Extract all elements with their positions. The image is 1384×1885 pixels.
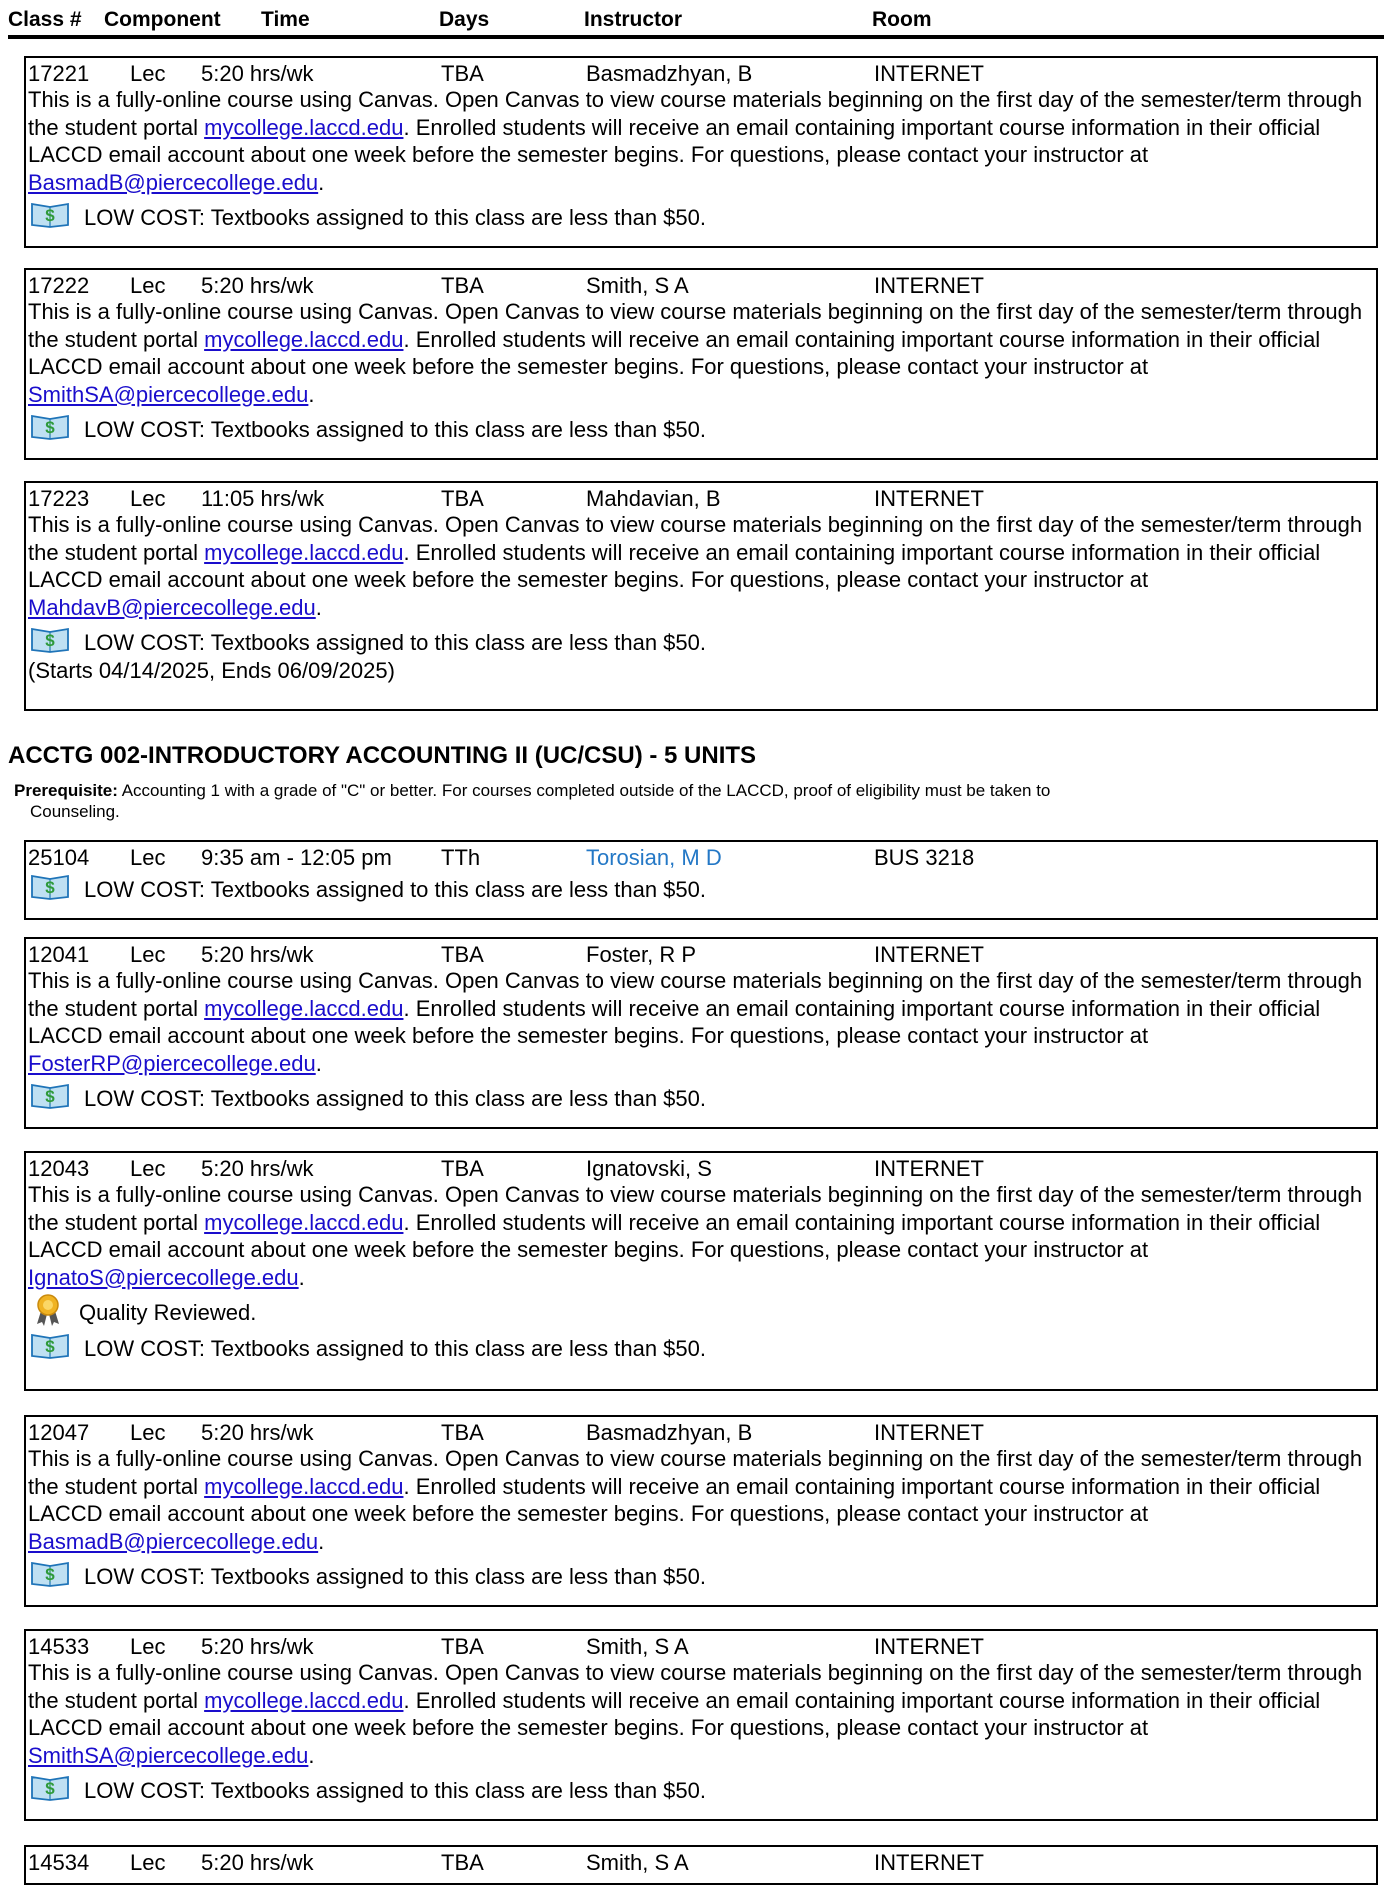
room: BUS 3218 [874, 845, 975, 870]
prerequisite-text: Accounting 1 with a grade of "C" or better. For courses completed outside of the LACCD, proof of eligibility must be taken to [117, 781, 1051, 800]
svg-text:$: $ [45, 1087, 55, 1106]
time: 5:20 hrs/wk [201, 1850, 314, 1875]
component: Lec [130, 1850, 166, 1875]
class-number: 14533 [28, 1634, 90, 1659]
svg-text:$: $ [45, 878, 55, 897]
svg-text:$: $ [45, 418, 55, 437]
class-number: 17221 [28, 61, 90, 86]
low-cost-book-icon [30, 872, 70, 900]
days: TBA [441, 486, 484, 511]
instructor: Smith, S A [586, 273, 689, 298]
time: 5:20 hrs/wk [201, 273, 314, 298]
prerequisite-label: Prerequisite: [14, 781, 118, 800]
prerequisite [14, 780, 1364, 822]
days: TBA [441, 1634, 484, 1659]
component: Lec [130, 273, 166, 298]
low-cost-book-icon [30, 1331, 70, 1359]
section-box [24, 268, 1378, 460]
course-description: This is a fully-online course using Canvas. Open Canvas to view course materials beginning on the first day of the semester/term through the student portal mycollege.laccd.edu. Enrolled students will receive an email containing important course information in their official LACCD email account about one week before the semester begins. For questions, please contact your instructor at FosterRP@piercecollege.edu. [28, 968, 1363, 1076]
days: TBA [441, 1156, 484, 1181]
low-cost-text: LOW COST: Textbooks assigned to this class are less than $50. [84, 1778, 707, 1803]
days: TBA [441, 273, 484, 298]
section-box [24, 1151, 1378, 1391]
svg-text:$: $ [45, 206, 55, 225]
header-time: Time [261, 8, 310, 31]
instructor: Smith, S A [586, 1850, 689, 1875]
low-cost-note [26, 621, 1376, 657]
section-box [24, 937, 1378, 1129]
days: TBA [441, 61, 484, 86]
portal-link[interactable]: mycollege.laccd.edu [204, 1209, 404, 1235]
header-instructor: Instructor [584, 8, 683, 31]
room: INTERNET [874, 273, 984, 298]
course-description: This is a fully-online course using Canvas. Open Canvas to view course materials beginning on the first day of the semester/term through the student portal mycollege.laccd.edu. Enrolled students will receive an email containing important course information in their official LACCD email account about one week before the semester begins. For questions, please contact your instructor at BasmadB@piercecollege.edu. [28, 87, 1363, 195]
quality-reviewed-medal-icon [34, 1293, 62, 1327]
component: Lec [130, 1420, 166, 1445]
instructor: Foster, R P [586, 942, 697, 967]
instructor: Basmadzhyan, B [586, 61, 753, 86]
section-row [26, 1417, 1376, 1443]
instructor: Smith, S A [586, 1634, 689, 1659]
low-cost-note [26, 1327, 1376, 1363]
class-number: 12043 [28, 1156, 90, 1181]
section-row [26, 939, 1376, 965]
section-dates: (Starts 04/14/2025, Ends 06/09/2025) [28, 658, 395, 683]
quality-reviewed-note [26, 1291, 1376, 1327]
instructor-email-link[interactable]: MahdavB@piercecollege.edu [28, 594, 316, 620]
class-number: 12047 [28, 1420, 90, 1445]
class-number: 14534 [28, 1850, 90, 1875]
svg-text:$: $ [45, 1779, 55, 1798]
section-row [26, 483, 1376, 509]
class-number: 17223 [28, 486, 90, 511]
instructor: Ignatovski, S [586, 1156, 712, 1181]
instructor-email-link[interactable]: BasmadB@piercecollege.edu [28, 1528, 319, 1554]
instructor-email-link[interactable]: BasmadB@piercecollege.edu [28, 169, 319, 195]
section-box [24, 1629, 1378, 1821]
course-description: This is a fully-online course using Canvas. Open Canvas to view course materials beginning on the first day of the semester/term through the student portal mycollege.laccd.edu. Enrolled students will receive an email containing important course information in their official LACCD email account about one week before the semester begins. For questions, please contact your instructor at IgnatoS@piercecollege.edu. [28, 1182, 1363, 1290]
low-cost-text: LOW COST: Textbooks assigned to this class are less than $50. [84, 417, 707, 442]
portal-link[interactable]: mycollege.laccd.edu [204, 1473, 404, 1499]
class-number: 12041 [28, 942, 90, 967]
instructor-email-link[interactable]: SmithSA@piercecollege.edu [28, 1742, 309, 1768]
time: 5:20 hrs/wk [201, 61, 314, 86]
room: INTERNET [874, 1420, 984, 1445]
low-cost-note [26, 1077, 1376, 1113]
low-cost-note [26, 196, 1376, 232]
time: 5:20 hrs/wk [201, 1420, 314, 1445]
low-cost-book-icon [30, 200, 70, 228]
section-row [26, 1847, 1376, 1873]
svg-text:$: $ [45, 1337, 55, 1356]
low-cost-text: LOW COST: Textbooks assigned to this class are less than $50. [84, 630, 707, 655]
section-box [24, 1415, 1378, 1607]
header-class-num: Class # [8, 8, 82, 31]
instructor-link[interactable]: Torosian, M D [586, 845, 722, 870]
low-cost-note [26, 1769, 1376, 1805]
quality-reviewed-text: Quality Reviewed. [79, 1300, 257, 1325]
days: TTh [441, 845, 481, 870]
course-title: ACCTG 002-INTRODUCTORY ACCOUNTING II (UC/CSU) - 5 UNITS [8, 742, 757, 769]
low-cost-note [26, 868, 1376, 904]
section-row [26, 1153, 1376, 1179]
course-description: This is a fully-online course using Canvas. Open Canvas to view course materials beginning on the first day of the semester/term through the student portal mycollege.laccd.edu. Enrolled students will receive an email containing important course information in their official LACCD email account about one week before the semester begins. For questions, please contact your instructor at SmithSA@piercecollege.edu. [28, 299, 1363, 407]
time: 5:20 hrs/wk [201, 942, 314, 967]
header-days: Days [439, 8, 490, 31]
low-cost-text: LOW COST: Textbooks assigned to this class are less than $50. [84, 877, 707, 902]
component: Lec [130, 1156, 166, 1181]
room: INTERNET [874, 486, 984, 511]
component: Lec [130, 845, 166, 870]
room: INTERNET [874, 61, 984, 86]
section-row [26, 842, 1376, 868]
low-cost-text: LOW COST: Textbooks assigned to this class are less than $50. [84, 1086, 707, 1111]
course-description: This is a fully-online course using Canvas. Open Canvas to view course materials beginning on the first day of the semester/term through the student portal mycollege.laccd.edu. Enrolled students will receive an email containing important course information in their official LACCD email account about one week before the semester begins. For questions, please contact your instructor at MahdavB@piercecollege.edu. [28, 512, 1363, 620]
section-row [26, 58, 1376, 84]
low-cost-text: LOW COST: Textbooks assigned to this class are less than $50. [84, 1336, 707, 1361]
low-cost-text: LOW COST: Textbooks assigned to this class are less than $50. [84, 1564, 707, 1589]
portal-link[interactable]: mycollege.laccd.edu [204, 1687, 404, 1713]
column-header [0, 0, 1384, 36]
low-cost-book-icon [30, 412, 70, 440]
component: Lec [130, 486, 166, 511]
low-cost-note [26, 408, 1376, 444]
instructor-email-link[interactable]: SmithSA@piercecollege.edu [28, 381, 309, 407]
instructor: Basmadzhyan, B [586, 1420, 753, 1445]
low-cost-book-icon [30, 625, 70, 653]
room: INTERNET [874, 942, 984, 967]
section-row [26, 1631, 1376, 1657]
course-description: This is a fully-online course using Canvas. Open Canvas to view course materials beginning on the first day of the semester/term through the student portal mycollege.laccd.edu. Enrolled students will receive an email containing important course information in their official LACCD email account about one week before the semester begins. For questions, please contact your instructor at BasmadB@piercecollege.edu. [28, 1446, 1363, 1554]
low-cost-note [26, 1555, 1376, 1591]
days: TBA [441, 1420, 484, 1445]
component: Lec [130, 942, 166, 967]
time: 5:20 hrs/wk [201, 1156, 314, 1181]
time: 9:35 am - 12:05 pm [201, 845, 392, 870]
header-room: Room [872, 8, 932, 31]
prerequisite-text-cont: Counseling. [30, 802, 120, 821]
portal-link[interactable]: mycollege.laccd.edu [204, 539, 404, 565]
class-number: 17222 [28, 273, 90, 298]
svg-text:$: $ [45, 631, 55, 650]
section-box [24, 481, 1378, 711]
low-cost-book-icon [30, 1559, 70, 1587]
instructor-email-link[interactable]: FosterRP@piercecollege.edu [28, 1050, 316, 1076]
portal-link[interactable]: mycollege.laccd.edu [204, 326, 404, 352]
room: INTERNET [874, 1850, 984, 1875]
svg-text:$: $ [45, 1565, 55, 1584]
instructor-email-link[interactable]: IgnatoS@piercecollege.edu [28, 1264, 299, 1290]
days: TBA [441, 942, 484, 967]
low-cost-book-icon [30, 1773, 70, 1801]
time: 5:20 hrs/wk [201, 1634, 314, 1659]
header-component: Component [104, 8, 221, 31]
section-box [24, 56, 1378, 248]
instructor: Mahdavian, B [586, 486, 721, 511]
room: INTERNET [874, 1634, 984, 1659]
component: Lec [130, 1634, 166, 1659]
room: INTERNET [874, 1156, 984, 1181]
component: Lec [130, 61, 166, 86]
section-box [24, 1845, 1378, 1885]
course-description: This is a fully-online course using Canvas. Open Canvas to view course materials beginning on the first day of the semester/term through the student portal mycollege.laccd.edu. Enrolled students will receive an email containing important course information in their official LACCD email account about one week before the semester begins. For questions, please contact your instructor at SmithSA@piercecollege.edu. [28, 1660, 1363, 1768]
portal-link[interactable]: mycollege.laccd.edu [204, 995, 404, 1021]
portal-link[interactable]: mycollege.laccd.edu [204, 114, 404, 140]
time: 11:05 hrs/wk [201, 486, 325, 511]
class-number: 25104 [28, 845, 90, 870]
section-box [24, 840, 1378, 920]
section-row [26, 270, 1376, 296]
header-rule [8, 35, 1384, 39]
low-cost-book-icon [30, 1081, 70, 1109]
low-cost-text: LOW COST: Textbooks assigned to this class are less than $50. [84, 205, 707, 230]
days: TBA [441, 1850, 484, 1875]
